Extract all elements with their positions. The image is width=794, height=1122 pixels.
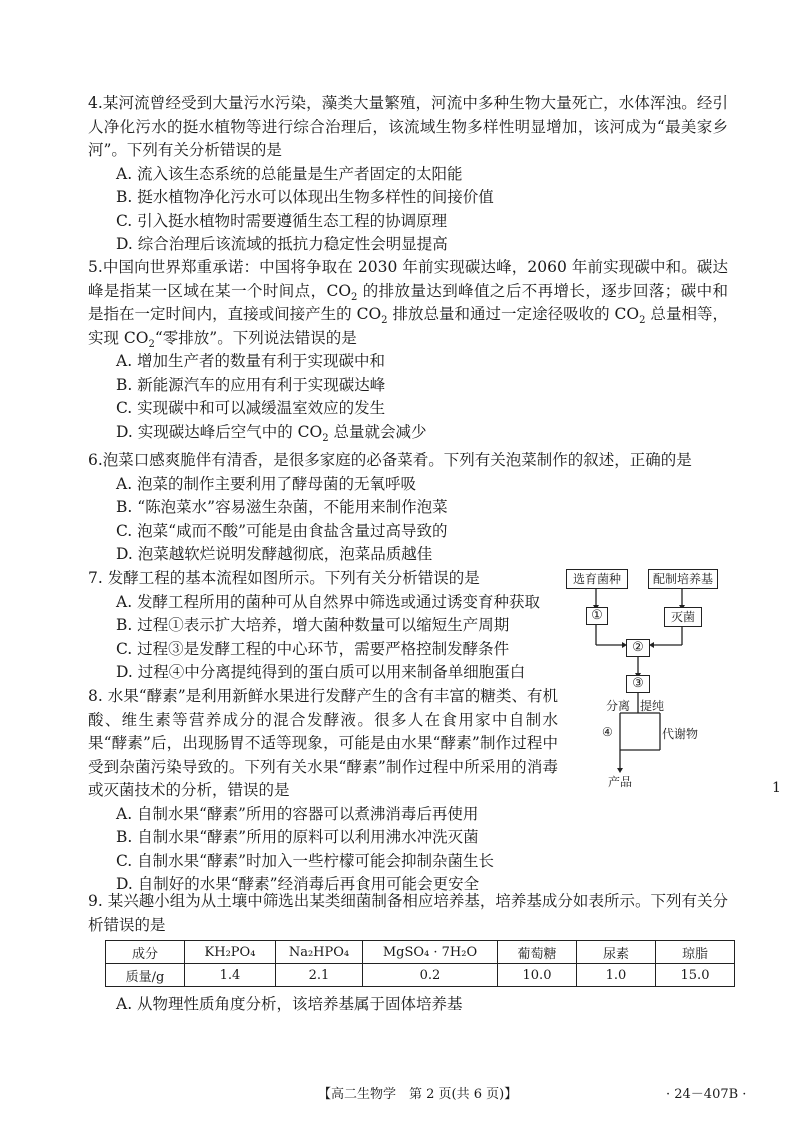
- table-row: [106, 941, 735, 964]
- table-cell: 10.0: [498, 964, 577, 987]
- option-b: B. 过程①表示扩大培养，增大菌种数量可以缩短生产周期: [116, 616, 510, 634]
- table-cell: 15.0: [656, 964, 735, 987]
- question-stem: 7. 发酵工程的基本流程如图所示。下列有关分析错误的是: [88, 569, 480, 587]
- option-b: B. “陈泡菜水”容易滋生杂菌，不能用来制作泡菜: [116, 498, 448, 516]
- question-8: [88, 685, 558, 897]
- medium-composition-table: [105, 940, 735, 987]
- footer-page-info: 【高二生物学 第 2 页(共 6 页)】: [318, 1087, 518, 1102]
- question-stem: 4.某河流曾经受到大量污水污染，藻类大量繁殖，河流中多种生物大量死亡，水体浑浊。经引人净化污水的挺水植物等进行综合治理后，该流域生物多样性明显增加，该河成为“最美家乡河”。下列有关分析错误的是: [88, 94, 728, 159]
- step-1: ①: [586, 607, 608, 625]
- option-a: A. 泡菜的制作主要利用了酵母菌的无氧呼吸: [116, 474, 417, 493]
- side-number: 1: [772, 780, 781, 796]
- table-cell: MgSO₄ · 7H₂O: [363, 941, 498, 964]
- option-c: C. 引入挺水植物时需要遵循生态工程的协调原理: [116, 211, 448, 230]
- table-cell: 质量/g: [106, 964, 185, 987]
- fermentation-flow-diagram: [560, 565, 713, 789]
- box-prepare-medium: 配制培养基: [648, 569, 718, 589]
- question-6: [88, 449, 728, 567]
- option-a: A. 增加生产者的数量有利于实现碳中和: [116, 352, 386, 370]
- table-cell: 尿素: [577, 941, 656, 964]
- label-metabolite: 代谢物: [662, 727, 699, 741]
- table-cell: 葡萄糖: [498, 941, 577, 964]
- table-row: [106, 964, 735, 987]
- question-5: [88, 256, 728, 444]
- box-sterilize: 灭菌: [664, 607, 702, 627]
- table-cell: 1.4: [185, 964, 276, 987]
- question-stem: 8. 水果“酵素”是利用新鲜水果进行发酵产生的含有丰富的糖类、有机酸、维生素等营养成分的混合发酵液。很多人在食用家中自制水果“酵素”后，出现肠胃不适等现象，可能是由水果“酵素”制作过程中受到杂菌污染导致的。下列有关水果“酵素”制作过程中所采用的消毒或灭菌技术的分析，错误的是: [88, 687, 558, 799]
- question-9: [88, 890, 728, 937]
- question-stem: 5.中国向世界郑重承诺：中国将争取在 2030 年前实现碳达峰，2060 年前实现碳中和。碳达峰是指某一区域在某一个时间点，$CO_2$ 的排放量达到峰值之后不再增长，逐步回落；碳中和是指在一定时间内，直接或间接产生的 $CO_2$ 排放总量和通过一定途径吸收的 $CO_2$ 总量相等，实现 $CO_2“$零排放”。下列说法错误的是: [88, 258, 728, 350]
- option-d: D. 过程④中分离提纯得到的蛋白质可以用来制备单细胞蛋白: [116, 663, 526, 681]
- table-cell: 2.1: [276, 964, 363, 987]
- option-c: C. 自制水果“酵素”时加入一些柠檬可能会抑制杂菌生长: [116, 851, 495, 870]
- question-4: [88, 92, 728, 257]
- question-stem: 6.泡菜口感爽脆伴有清香，是很多家庭的必备菜肴。下列有关泡菜制作的叙述，正确的是: [88, 451, 692, 469]
- option-a: A. 流入该生态系统的总能量是生产者固定的太阳能: [116, 164, 463, 183]
- footer-code: · 24－407B ·: [666, 1087, 747, 1102]
- option-d: D. 综合治理后该流域的抵抗力稳定性会明显提高: [116, 235, 448, 253]
- option-d: D. 自制好的水果“酵素”经消毒后再食用可能会更安全: [116, 875, 480, 893]
- step-4: ④: [602, 725, 613, 739]
- step-3: ③: [626, 675, 650, 693]
- option-c: C. 泡菜“咸而不酸”可能是由食盐含量过高导致的: [116, 521, 448, 540]
- step-2: ②: [626, 639, 650, 657]
- table-cell: 成分: [106, 941, 185, 964]
- table-cell: 琼脂: [656, 941, 735, 964]
- option-b: B. 自制水果“酵素”所用的原料可以利用沸水冲洗灭菌: [116, 828, 479, 846]
- table-cell: KH₂PO₄: [185, 941, 276, 964]
- question-9-options: [88, 993, 728, 1017]
- table-cell: Na₂HPO₄: [276, 941, 363, 964]
- option-d: D. 泡菜越软烂说明发酵越彻底，泡菜品质越佳: [116, 545, 433, 563]
- option-b: B. 新能源汽车的应用有利于实现碳达峰: [116, 375, 386, 394]
- label-separate: 分离: [606, 699, 631, 713]
- option-c: C. 过程③是发酵工程的中心环节，需要严格控制发酵条件: [116, 639, 510, 658]
- label-product: 产品: [608, 775, 633, 789]
- label-purify: 提纯: [640, 699, 665, 713]
- option-d: D. 实现碳达峰后空气中的 $CO_2$ 总量就会减少: [116, 422, 427, 444]
- question-stem: 9. 某兴趣小组为从土壤中筛选出某类细菌制备相应培养基，培养基成分如表所示。下列有关分析错误的是: [88, 892, 728, 934]
- option-c: C. 实现碳中和可以减缓温室效应的发生: [116, 399, 386, 417]
- option-a: A. 从物理性质角度分析，该培养基属于固体培养基: [116, 995, 463, 1013]
- question-7: [88, 567, 558, 685]
- option-b: B. 挺水植物净化污水可以体现出生物多样性的间接价值: [116, 188, 494, 206]
- box-select-strain: 选育菌种: [566, 569, 628, 589]
- table-cell: 1.0: [577, 964, 656, 987]
- option-a: A. 自制水果“酵素”所用的容器可以煮沸消毒后再使用: [116, 804, 479, 823]
- option-a: A. 发酵工程所用的菌种可从自然界中筛选或通过诱变育种获取: [116, 592, 541, 611]
- table-cell: 0.2: [363, 964, 498, 987]
